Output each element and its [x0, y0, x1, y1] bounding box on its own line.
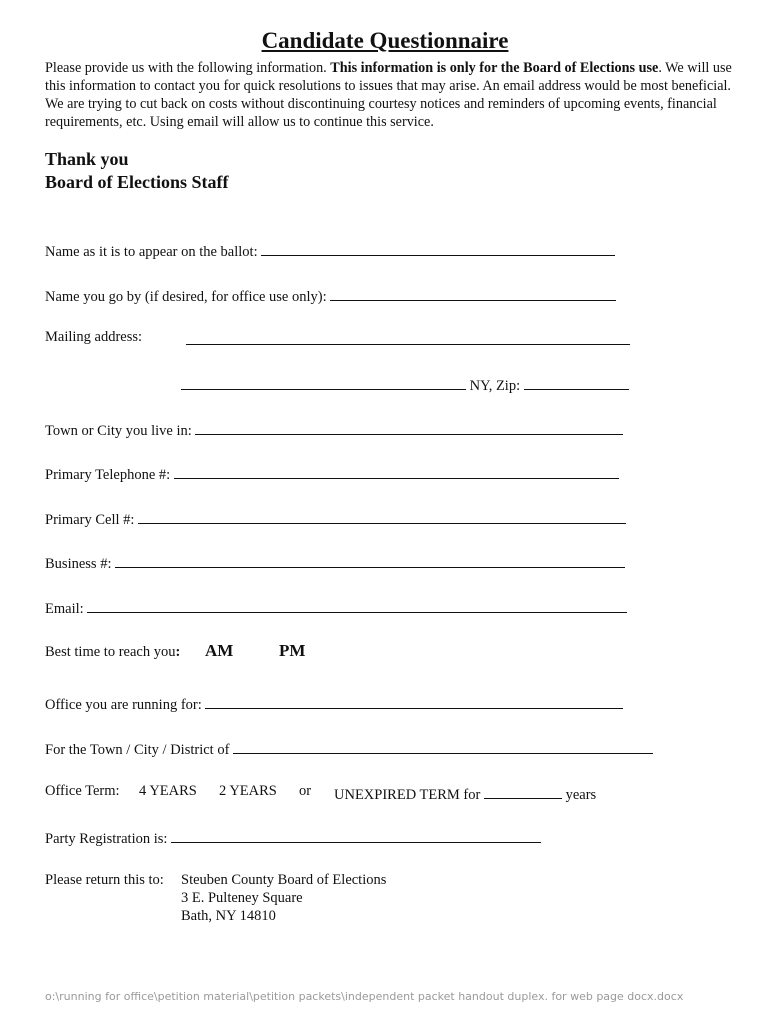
primary-phone-field[interactable]	[174, 463, 619, 479]
primary-cell-row	[45, 508, 626, 529]
intro-text-2: . We will use this information to contact you for quick resolutions to issues that may arise. An email address would be most beneficial. We are trying to cut back on costs without discontinuing courtesy notices and reminders of upcoming events, financial requirements, etc. Using email will allow us to continue this service.	[45, 60, 732, 130]
file-path-footer: o:\running for office\petition material\petition packets\independent packet handout duplex. for web page docx.docx	[45, 990, 684, 1003]
return-label: Please return this to:	[45, 872, 164, 888]
town-city-row	[45, 419, 623, 440]
go-by-name-field[interactable]	[330, 285, 616, 301]
return-address-line-1: Steuben County Board of Elections	[181, 872, 387, 888]
business-label: Business #:	[45, 556, 112, 572]
primary-cell-label: Primary Cell #:	[45, 512, 135, 528]
unexpired-term-label[interactable]: UNEXPIRED TERM for	[334, 787, 481, 803]
best-time-colon: :	[175, 644, 181, 660]
town-city-field[interactable]	[195, 419, 623, 435]
town-city-label: Town or City you live in:	[45, 423, 192, 439]
primary-phone-label: Primary Telephone #:	[45, 467, 171, 483]
ballot-name-field[interactable]	[261, 240, 615, 256]
staff-line: Board of Elections Staff	[45, 172, 229, 192]
unexpired-term-row	[334, 783, 596, 804]
go-by-name-row	[45, 285, 616, 306]
thanks-signature	[45, 148, 229, 194]
return-address-line-2: 3 E. Pulteney Square	[181, 890, 303, 906]
email-row	[45, 597, 627, 618]
office-term-label: Office Term:	[45, 783, 120, 799]
mailing-address-label: Mailing address:	[45, 329, 143, 345]
intro-paragraph	[45, 59, 735, 131]
primary-cell-field[interactable]	[138, 508, 626, 524]
ballot-name-row	[45, 240, 615, 261]
party-field[interactable]	[171, 827, 541, 843]
district-row	[45, 738, 653, 759]
intro-bold-notice: This information is only for the Board of Elections use	[330, 60, 659, 76]
office-term-label-row	[45, 783, 120, 800]
mailing-address-field[interactable]	[186, 329, 630, 345]
business-row	[45, 552, 625, 573]
return-address-line-3: Bath, NY 14810	[181, 908, 276, 924]
party-label: Party Registration is:	[45, 831, 168, 847]
district-label: For the Town / City / District of	[45, 742, 230, 758]
thanks-line: Thank you	[45, 149, 129, 169]
primary-phone-row	[45, 463, 619, 484]
pm-option[interactable]: PM	[279, 641, 306, 660]
ballot-name-label: Name as it is to appear on the ballot:	[45, 244, 258, 260]
city-field[interactable]	[181, 374, 466, 390]
ny-zip-label: NY, Zip:	[469, 378, 521, 394]
office-label: Office you are running for:	[45, 697, 202, 713]
page-title: Candidate Questionnaire	[261, 28, 509, 53]
office-field[interactable]	[205, 693, 623, 709]
district-field[interactable]	[233, 738, 653, 754]
term-or: or	[299, 783, 312, 799]
return-address	[181, 871, 386, 925]
term-2-years[interactable]: 2 YEARS	[219, 783, 277, 799]
office-row	[45, 693, 623, 714]
business-field[interactable]	[115, 552, 625, 568]
go-by-name-label: Name you go by (if desired, for office use only):	[45, 289, 327, 305]
email-label: Email:	[45, 601, 84, 617]
intro-text-1: Please provide us with the following information.	[45, 60, 331, 76]
email-field[interactable]	[87, 597, 627, 613]
unexpired-years-field[interactable]	[484, 783, 562, 799]
mailing-address-row	[45, 329, 142, 346]
party-row	[45, 827, 541, 848]
city-zip-row	[181, 374, 629, 395]
years-label: years	[565, 787, 597, 803]
best-time-row	[45, 644, 180, 661]
term-4-years[interactable]: 4 YEARS	[139, 783, 197, 799]
mailing-address-line-1	[186, 329, 630, 350]
best-time-label: Best time to reach you	[45, 644, 176, 660]
zip-field[interactable]	[524, 374, 629, 390]
am-option[interactable]: AM	[205, 641, 234, 660]
